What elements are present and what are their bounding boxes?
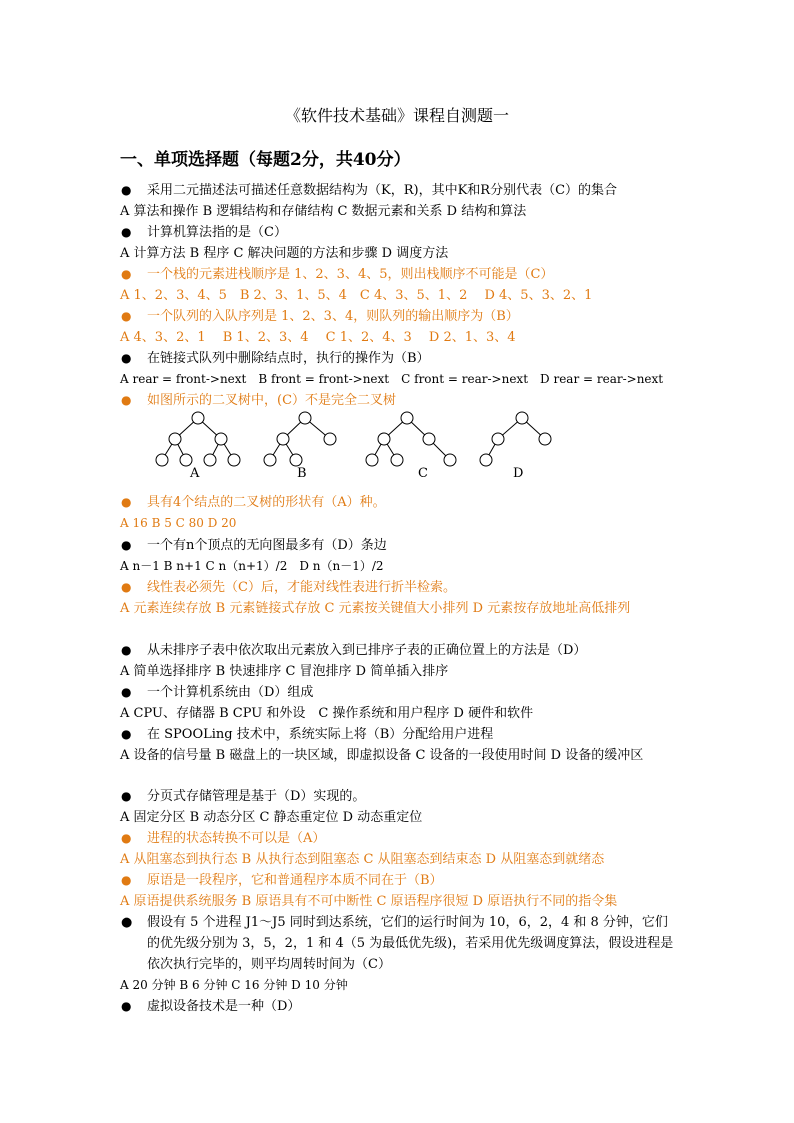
answer-options-4: A 4、3、2、1 B 1、2、3、4 C 1、2、4、3 D 2、1、3、4 <box>120 330 516 345</box>
question-text: 一个栈的元素进栈顺序是 1、2、3、4、5，则出栈顺序不可能是（C） <box>147 267 554 282</box>
question-text: 一个队列的入队序列是 1、2、3、4，则队列的输出顺序为（B） <box>147 309 519 324</box>
question-text: 原语是一段程序，它和普通程序本质不同在于（B） <box>147 873 443 888</box>
bullet-icon: ● <box>121 538 132 552</box>
question-8 <box>120 535 707 556</box>
question-text: 一个计算机系统由（D）组成 <box>147 685 314 700</box>
bullet-icon: ● <box>121 999 132 1013</box>
question-10 <box>120 640 707 661</box>
question-11 <box>120 682 707 703</box>
bullet-icon: ● <box>121 351 132 365</box>
question-text: 进程的状态转换不可以是（A） <box>147 831 326 846</box>
question-1 <box>120 180 707 201</box>
question-7 <box>120 492 707 513</box>
answer-options-11: A CPU、存储器 B CPU 和外设 C 操作系统和用户程序 D 硬件和软件 <box>120 706 534 721</box>
question-text: 一个有n个顶点的无向图最多有（D）条边 <box>147 538 387 553</box>
page-title: 《软件技术基础》课程自测题一 <box>284 106 509 125</box>
bullet-icon: ● <box>121 225 132 239</box>
binary-trees-figure <box>150 408 570 468</box>
question-text: 如图所示的二叉树中，(C）不是完全二叉树 <box>147 393 397 408</box>
bullet-icon: ● <box>121 831 132 845</box>
answer-options-15: A 原语提供系统服务 B 原语具有不可中断性 C 原语程序很短 D 原语执行不同的指令集 <box>120 894 618 909</box>
tree-label-b: B <box>297 466 307 481</box>
question-9 <box>120 577 707 598</box>
tree-label-d: D <box>513 466 524 481</box>
binary-tree-b <box>264 412 336 466</box>
question-text: 在链接式队列中删除结点时，执行的操作为（B） <box>147 351 430 366</box>
question-2 <box>120 222 707 243</box>
bullet-icon: ● <box>121 915 133 930</box>
bullet-icon: ● <box>121 393 132 407</box>
tree-label-c: C <box>418 466 428 481</box>
question-text: 采用二元描述法可描述任意数据结构为（K，R)，其中K和R分别代表（C）的集合 <box>147 183 618 198</box>
question-16: 假设有 5 个进程 J1～J5 同时到达系统，它们的运行时间为 10，6，2，4 和 8 分钟，它们的优先级分别为 3，5，2，1 和 4（5 为最低优先级)，若采用优先级调度算法，假设进程是依次执行完毕的，则平均周转时间为（C） <box>147 915 674 972</box>
question-15 <box>120 870 707 891</box>
answer-options-1: A 算法和操作 B 逻辑结构和存储结构 C 数据元素和关系 D 结构和算法 <box>120 204 527 219</box>
question-text: 线性表必须先（C）后，才能对线性表进行折半检索。 <box>147 580 456 595</box>
answer-options-5: A rear = front->next B front = front->next C front = rear->next D rear = rear->next <box>120 372 664 386</box>
bullet-icon: ● <box>121 789 132 803</box>
bullet-icon: ● <box>121 685 132 699</box>
tree-label-a: A <box>190 466 200 481</box>
question-text: 在 SPOOLing 技术中，系统实际上将（B）分配给用户进程 <box>147 727 494 742</box>
bullet-icon: ● <box>121 727 132 741</box>
answer-options-8: A n－1 B n+1 C n（n+1）/2 D n（n－1）/2 <box>120 559 384 573</box>
binary-tree-a <box>156 412 240 466</box>
question-text: 从未排序子表中依次取出元素放入到已排序子表的正确位置上的方法是（D） <box>147 643 587 658</box>
question-5 <box>120 348 707 369</box>
question-text: 虚拟设备技术是一种（D） <box>147 999 301 1014</box>
answer-options-3: A 1、2、3、4、5 B 2、3、1、5、4 C 4、3、5、1、2 D 4、5、3、2、1 <box>120 288 593 303</box>
question-text: 具有4个结点的二叉树的形状有（A）种。 <box>147 495 386 510</box>
answer-options-12: A 设备的信号量 B 磁盘上的一块区域，即虚拟设备 C 设备的一段使用时间 D 设备的缓冲区 <box>120 748 644 763</box>
bullet-icon: ● <box>121 580 132 594</box>
bullet-icon: ● <box>121 873 132 887</box>
question-14 <box>120 828 707 849</box>
section-heading: 一、单项选择题（每题2分，共40分） <box>120 150 411 170</box>
answer-options-2: A 计算方法 B 程序 C 解决问题的方法和步骤 D 调度方法 <box>120 246 449 261</box>
binary-tree-c <box>366 412 456 466</box>
question-17 <box>120 996 707 1017</box>
binary-tree-d <box>480 412 551 466</box>
question-4 <box>120 306 707 327</box>
answer-options-9: A 元素连续存放 B 元素链接式存放 C 元素按关键值大小排列 D 元素按存放地址高低排列 <box>120 601 631 616</box>
answer-options-16: A 20 分钟 B 6 分钟 C 16 分钟 D 10 分钟 <box>120 978 348 992</box>
answer-options-10: A 简单选择排序 B 快速排序 C 冒泡排序 D 简单插入排序 <box>120 664 449 679</box>
question-text: 计算机算法指的是（C） <box>147 225 287 240</box>
bullet-icon: ● <box>121 309 132 323</box>
answer-options-13: A 固定分区 B 动态分区 C 静态重定位 D 动态重定位 <box>120 810 423 825</box>
question-12 <box>120 724 707 745</box>
bullet-icon: ● <box>121 495 132 509</box>
answer-options-14: A 从阻塞态到执行态 B 从执行态到阻塞态 C 从阻塞态到结束态 D 从阻塞态到就绪态 <box>120 852 605 867</box>
bullet-icon: ● <box>121 183 132 197</box>
question-3 <box>120 264 707 285</box>
answer-options-7: A 16 B 5 C 80 D 20 <box>120 516 237 530</box>
question-text: 分页式存储管理是基于（D）实现的。 <box>147 789 366 804</box>
bullet-icon: ● <box>121 267 132 281</box>
bullet-icon: ● <box>121 643 132 657</box>
question-13 <box>120 786 707 807</box>
